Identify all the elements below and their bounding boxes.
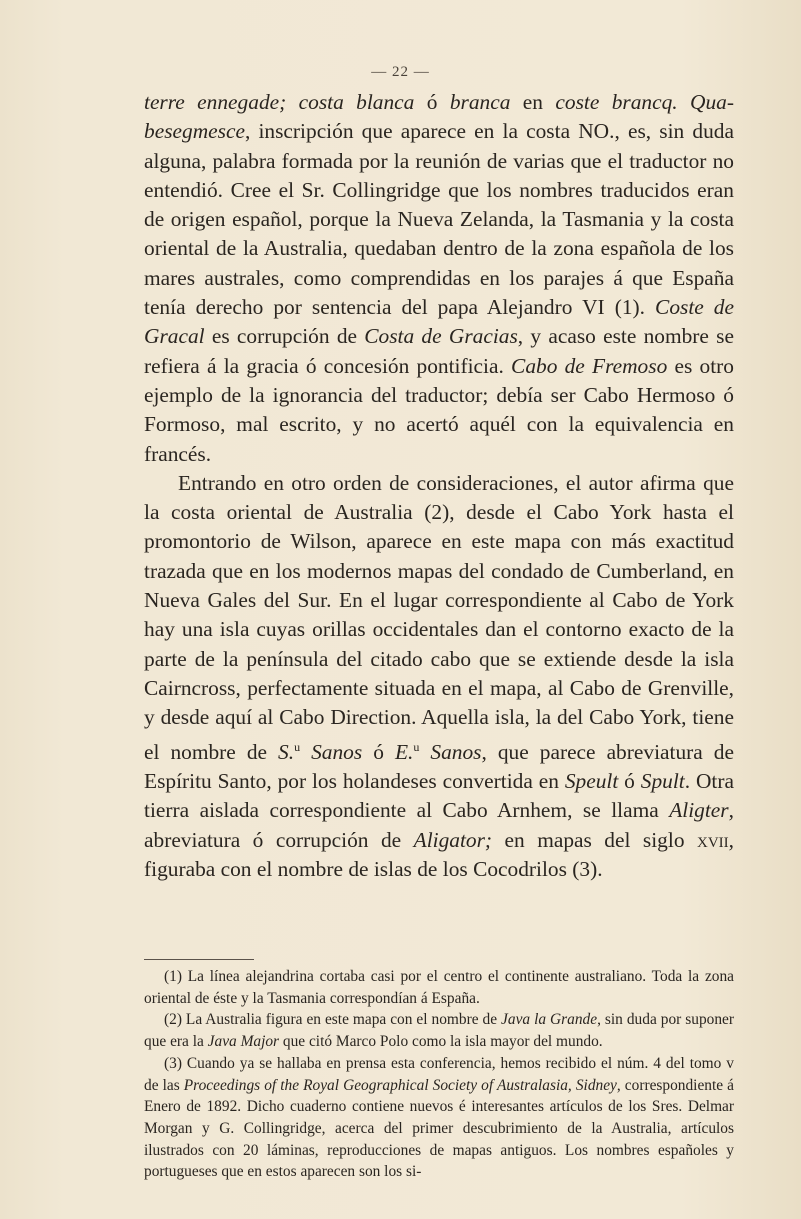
italic-term: Sanos	[300, 739, 363, 764]
text-run: Entrando en otro orden de consideraciones, el autor afirma que la costa oriental de Australia (2), desde el Cabo York hasta el promontorio de Wilson, aparece en este mapa con más exactitud trazada que en los modernos mapas del condado de Cumberland, en Nueva Gales del Sur. En el lugar correspondiente al Cabo de York hay una isla cuyas orillas occidentales dan el contorno exacto de la parte de la península del citado cabo que se extiende desde la isla Cairncross, perfectamente situada en el mapa, al Cabo de Grenville, y desde aquí al Cabo Direction. Aquella isla, la del Cabo York, tiene el nombre de	[144, 470, 734, 764]
italic-term: branca	[449, 90, 511, 114]
text-run: . Otra tierra aislada correspondiente al Cabo Arnhem, se llama	[144, 768, 734, 823]
text-run: , que parece abreviatura de Espíritu Santo, por los holandeses convertida en	[144, 739, 734, 793]
text-run: que citó Marco Polo como la isla mayor del mundo.	[279, 1033, 603, 1051]
italic-term: E.	[394, 739, 414, 764]
text-run: ó	[362, 739, 395, 764]
text-run: , correspondiente á Enero de 1892. Dicho cuaderno contiene nuevos é interesantes artículos de los Sres. Delmar Morgan y G. Collingridge, acerca del primer descubrimiento de la Australia, artículos ilustrados con 20 láminas, reproducciones de mapas antiguos. Los nombres españoles y portugueses que en estos aparecen son los si-	[144, 1076, 734, 1181]
text-run: , sin duda por suponer que era la	[144, 1011, 735, 1051]
italic-term: S.	[278, 739, 295, 764]
italic-term: ennegade; costa blanca	[197, 90, 415, 114]
paragraph-1	[144, 88, 734, 469]
footnote-separator	[144, 959, 254, 960]
footnote-1	[144, 966, 734, 1009]
italic-term: Spult	[640, 768, 685, 793]
text-run: (2) La Australia figura en este mapa con el nombre de	[164, 1011, 502, 1029]
italic-term: coste brancq. Qua-besegmesce	[144, 90, 734, 144]
text-run: ó	[618, 768, 641, 793]
italic-term: Aligator;	[413, 827, 493, 852]
text-run: es otro ejemplo de la ignorancia del traductor; debía ser Cabo Hermoso ó Formoso, mal escrito, y no acertó aquél con la equivalencia en francés.	[144, 353, 734, 466]
text-run	[185, 90, 197, 114]
page-number: — 22 —	[371, 64, 430, 80]
century-numeral: xvii	[696, 827, 729, 852]
text-run: , figuraba con el nombre de islas de los Cocodrilos (3).	[144, 827, 734, 881]
footnote-3	[144, 1053, 734, 1183]
italic-term: Speult	[564, 768, 619, 793]
paragraph-2	[144, 469, 734, 884]
italic-term: terre	[144, 90, 185, 114]
text-run: en	[510, 90, 556, 114]
text-run: en mapas del siglo	[492, 827, 697, 852]
italic-term: Aligter	[669, 798, 729, 823]
text-run: (3) Cuando ya se hallaba en prensa esta conferencia, hemos recibido el núm. 4 del tomo v de las	[144, 1054, 734, 1094]
italic-term: Java Major	[207, 1033, 280, 1051]
main-text	[144, 88, 734, 884]
footnote-2	[144, 1009, 734, 1052]
text-run: , y acaso este nombre se refiera á la gracia ó concesión pontificia.	[144, 324, 734, 378]
text-run: es corrupción de	[204, 324, 365, 349]
italic-term: Sanos	[419, 739, 482, 764]
text-run: , abreviatura ó corrupción de	[144, 798, 734, 852]
italic-term: Java la Grande	[501, 1011, 598, 1029]
text-run: (1) La línea alejandrina cortaba casi por el centro el continente australiano. Toda la zona oriental de éste y la Tasmania correspondían á España.	[144, 968, 734, 1007]
italic-term: Coste de Gracal	[144, 295, 734, 349]
text-run: ó	[414, 90, 450, 114]
italic-term: Cabo de Fremoso	[511, 353, 668, 378]
italic-term: Proceedings of the Royal Geographical Society of Australasia, Sidney	[183, 1076, 617, 1094]
footnotes	[144, 966, 734, 1183]
superscript: u	[413, 739, 420, 754]
superscript: u	[294, 739, 301, 754]
text-run: , inscripción que aparece en la costa NO., es, sin duda alguna, palabra formada por la reunión de varias que el traductor no entendió. Cree el Sr. Collingridge que los nombres traducidos eran de origen español, porque la Nueva Zelanda, la Tasmania y la costa oriental de la Australia, quedaban dentro de la zona española de los mares australes, como comprendidas en los parajes á que España tenía derecho por sentencia del papa Alejandro VI (1).	[144, 119, 734, 320]
italic-term: Costa de Gracias	[364, 324, 518, 349]
